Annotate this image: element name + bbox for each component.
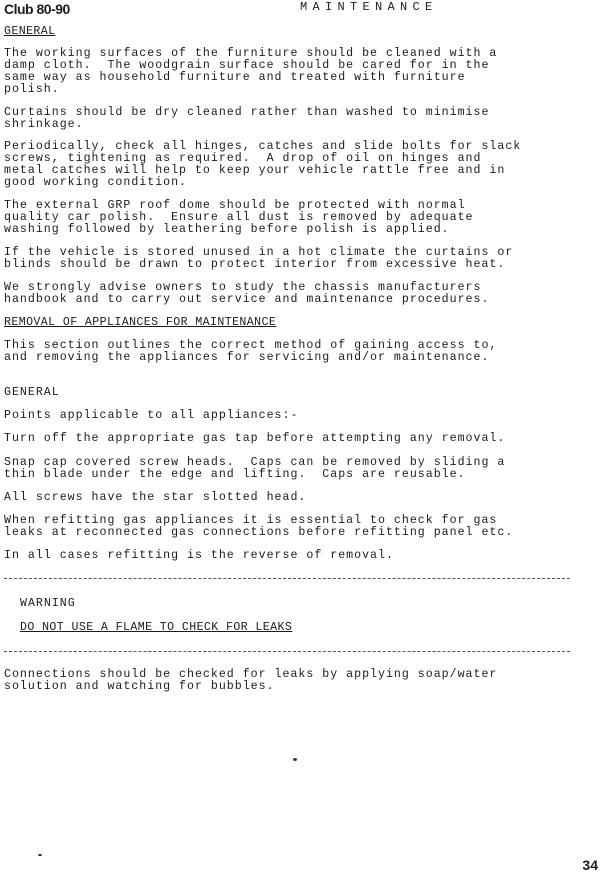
points-paragraph: Points applicable to all appliances:- <box>4 409 299 422</box>
advice-paragraph: We strongly advise owners to study the chassis manufacturers handbook and to carry out service and maintenance procedures. <box>4 281 490 306</box>
general-subheading: GENERAL <box>4 386 60 399</box>
scan-speck <box>38 854 42 856</box>
connections-paragraph: Connections should be checked for leaks by applying soap/water solution and watching for bubbles. <box>4 668 498 693</box>
refitting-paragraph: In all cases refitting is the reverse of removal. <box>4 549 394 562</box>
snap-cap-paragraph: Snap cap covered screw heads. Caps can be removed by sliding a thin blade under the edge and lifting. Caps are reusable. <box>4 456 506 481</box>
hinges-paragraph: Periodically, check all hinges, catches and slide bolts for slack screws, tightening as required. A drop of oil on hinges and metal catches will help to keep your vehicle rattle free and in good working condition. <box>4 140 522 189</box>
screws-paragraph: All screws have the star slotted head. <box>4 491 307 504</box>
dome-paragraph: The external GRP roof dome should be protected with normal quality car polish. Ensure all dust is removed by adequate washing followed by leathering before polish is applied. <box>4 199 474 236</box>
warning-label: WARNING <box>20 597 76 610</box>
storage-paragraph: If the vehicle is stored unused in a hot climate the curtains or blinds should be drawn to protect interior from excessive heat. <box>4 246 514 271</box>
refitting-gas-paragraph: When refitting gas appliances it is essential to check for gas leaks at reconnected gas connections before refitting panel etc. <box>4 514 514 539</box>
warning-text: DO NOT USE A FLAME TO CHECK FOR LEAKS <box>20 621 293 634</box>
scan-speck <box>293 758 297 761</box>
page-number: 34 <box>582 857 598 873</box>
separator-line <box>4 651 570 652</box>
gas-tap-paragraph: Turn off the appropriate gas tap before attempting any removal. <box>4 432 506 445</box>
removal-intro-paragraph: This section outlines the correct method of gaining access to, and removing the appliances for servicing and/or maintenance. <box>4 339 498 364</box>
general-heading: GENERAL <box>4 25 56 38</box>
separator-line <box>4 578 570 579</box>
furniture-paragraph: The working surfaces of the furniture should be cleaned with a damp cloth. The woodgrain surface should be cared for in the same way as household furniture and treated with furniture polish. <box>4 47 498 96</box>
page-title: MAINTENANCE <box>300 0 438 14</box>
removal-heading: REMOVAL OF APPLIANCES FOR MAINTENANCE <box>4 316 277 329</box>
club-logo-text: Club 80-90 <box>4 1 70 17</box>
curtains-paragraph: Curtains should be dry cleaned rather than washed to minimise shrinkage. <box>4 106 490 131</box>
